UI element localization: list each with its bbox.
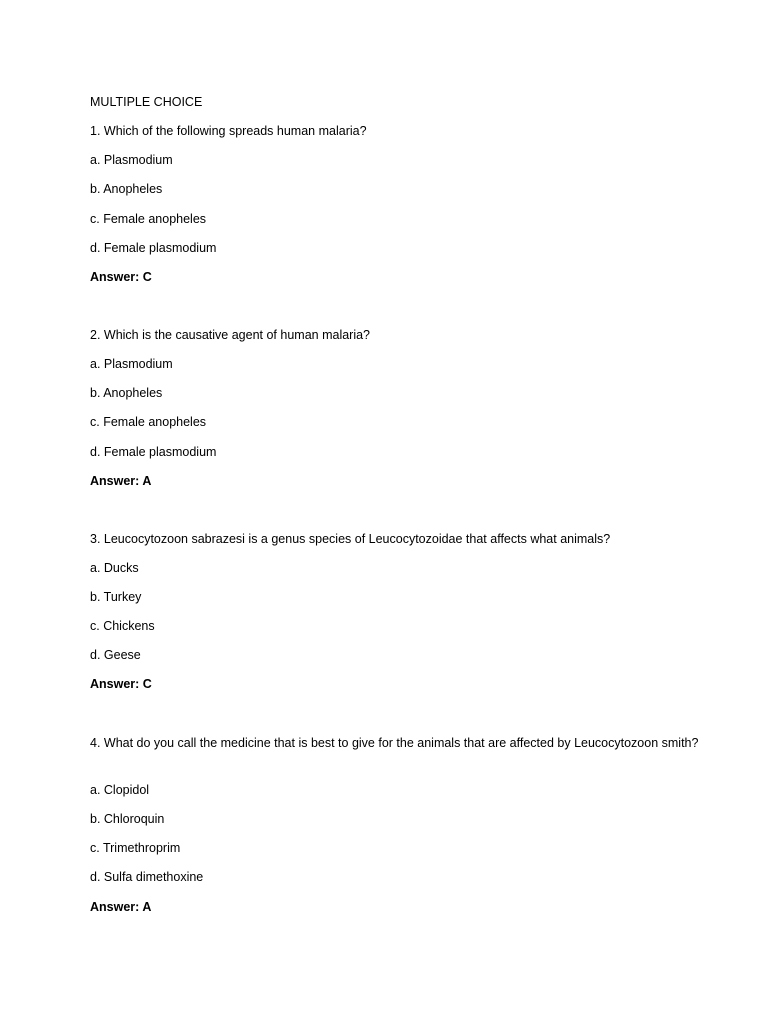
question-2-answer: Answer: A	[90, 474, 152, 488]
question-1-option-b: b. Anopheles	[90, 182, 163, 196]
question-3-option-b: b. Turkey	[90, 590, 142, 604]
question-3-prompt: 3. Leucocytozoon sabrazesi is a genus species of Leucocytozoidae that affects what animals?	[90, 532, 611, 546]
question-1-prompt: 1. Which of the following spreads human malaria?	[90, 124, 367, 138]
question-4-option-b: b. Chloroquin	[90, 812, 165, 826]
question-2-option-b: b. Anopheles	[90, 386, 163, 400]
question-1-answer: Answer: C	[90, 270, 152, 284]
question-4-option-a: a. Clopidol	[90, 783, 150, 797]
question-2-option-c: c. Female anopheles	[90, 415, 207, 429]
question-2-prompt: 2. Which is the causative agent of human malaria?	[90, 328, 371, 342]
question-3-option-d: d. Geese	[90, 648, 141, 662]
question-3-option-a: a. Ducks	[90, 561, 139, 575]
question-4-option-c: c. Trimethroprim	[90, 841, 181, 855]
section-heading: MULTIPLE CHOICE	[90, 95, 203, 109]
question-4-answer: Answer: A	[90, 900, 152, 914]
question-2-option-a: a. Plasmodium	[90, 357, 173, 371]
question-1-option-c: c. Female anopheles	[90, 212, 207, 226]
question-1-option-d: d. Female plasmodium	[90, 241, 217, 255]
question-4-prompt: 4. What do you call the medicine that is best to give for the animals that are affected by Leucocytozoon smith?	[90, 736, 699, 750]
question-2-option-d: d. Female plasmodium	[90, 445, 217, 459]
question-3-answer: Answer: C	[90, 677, 152, 691]
question-3-option-c: c. Chickens	[90, 619, 155, 633]
question-1-option-a: a. Plasmodium	[90, 153, 173, 167]
question-4-option-d: d. Sulfa dimethoxine	[90, 870, 204, 884]
